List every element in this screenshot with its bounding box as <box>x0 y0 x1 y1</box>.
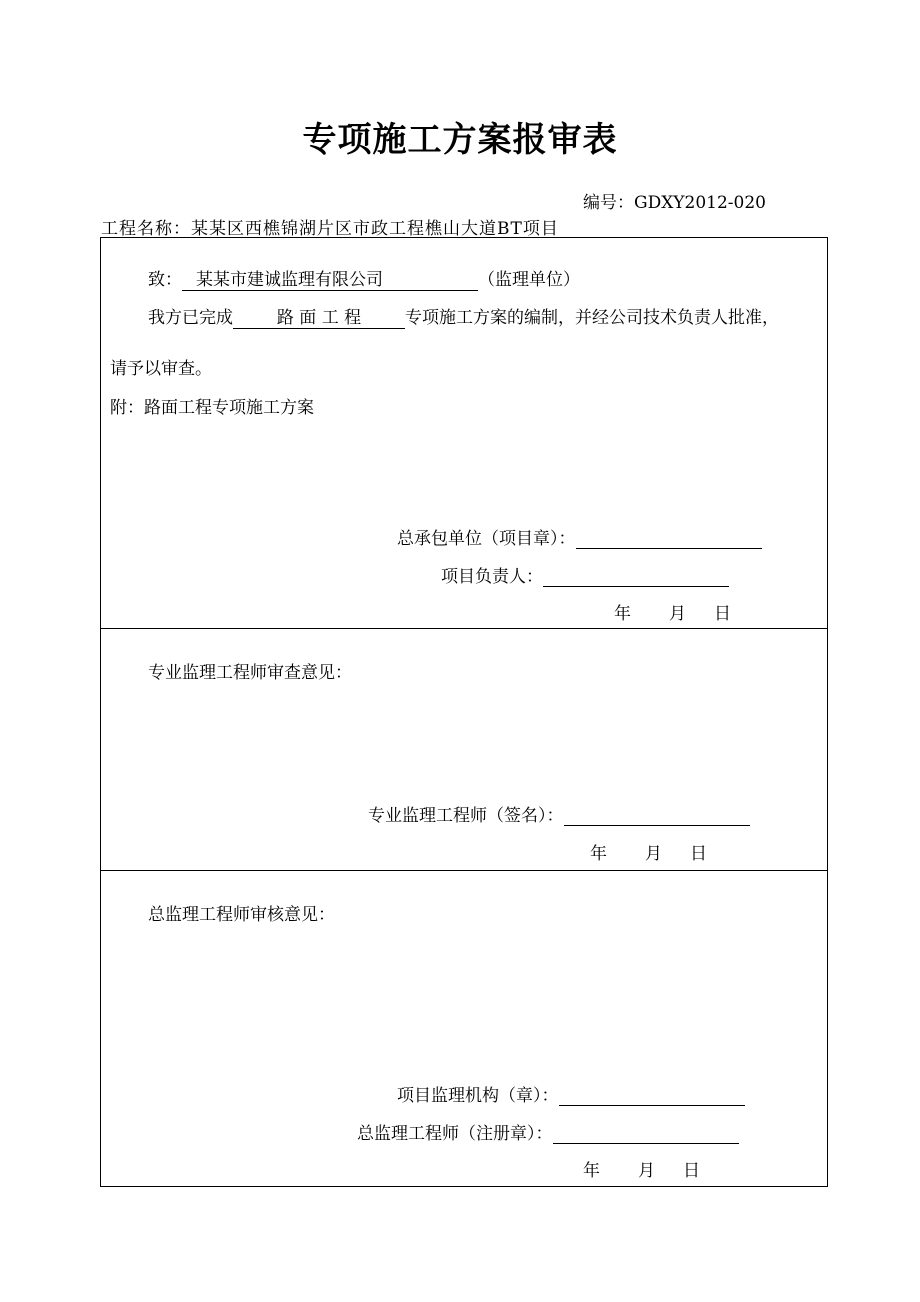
addressee-prefix: 致： <box>148 270 182 290</box>
supervisor-unit-field[interactable] <box>182 265 478 291</box>
supervision-org-label: 项目监理机构（章）： <box>397 1086 559 1106</box>
document-number: 编号：GDXY2012-020 <box>583 193 766 213</box>
chief-engineer-label: 总监理工程师（注册章）： <box>357 1124 553 1144</box>
date-day: 日 <box>690 844 707 864</box>
date-day: 日 <box>683 1161 700 1181</box>
completion-line <box>148 303 779 329</box>
addressee-line <box>148 265 580 291</box>
date-month: 月 <box>645 844 662 864</box>
chief-engineer-seal-field[interactable] <box>553 1123 739 1144</box>
date-line <box>583 1156 700 1181</box>
section-divider <box>100 628 828 629</box>
date-line <box>614 599 731 624</box>
date-line <box>590 839 707 864</box>
form-table <box>100 237 828 1187</box>
supervision-org-seal-field[interactable] <box>559 1085 745 1106</box>
date-year: 年 <box>614 604 631 624</box>
work-item-field[interactable] <box>233 303 405 329</box>
attachment-text: 附：路面工程专项施工方案 <box>110 398 314 418</box>
supervision-org-line <box>397 1081 745 1106</box>
chief-engineer-line <box>357 1119 739 1144</box>
specialist-opinion-heading: 专业监理工程师审查意见： <box>148 663 352 683</box>
section-divider <box>100 870 828 871</box>
project-name: 工程名称：某某区西樵锦湖片区市政工程樵山大道BT项目 <box>101 219 559 239</box>
request-text: 请予以审查。 <box>110 359 212 379</box>
manager-signature-field[interactable] <box>543 566 729 587</box>
date-month: 月 <box>669 604 686 624</box>
contractor-line <box>397 524 762 549</box>
page-title: 专项施工方案报审表 <box>302 120 618 160</box>
date-year: 年 <box>590 844 607 864</box>
supervisor-unit-value: 某某市建诚监理有限公司 <box>196 270 383 290</box>
date-year: 年 <box>583 1161 600 1181</box>
work-item-value: 路 面 工 程 <box>276 308 362 328</box>
specialist-signer-line <box>368 801 750 826</box>
specialist-signature-field[interactable] <box>564 805 750 826</box>
contractor-label: 总承包单位（项目章）： <box>397 529 576 549</box>
addressee-suffix: （监理单位） <box>478 270 580 290</box>
manager-label: 项目负责人： <box>441 567 543 587</box>
specialist-signer-label: 专业监理工程师（签名）： <box>368 806 564 826</box>
chief-opinion-heading: 总监理工程师审核意见： <box>148 905 335 925</box>
completion-suffix: 专项施工方案的编制，并经公司技术负责人批准， <box>405 308 779 328</box>
date-day: 日 <box>714 604 731 624</box>
date-month: 月 <box>638 1161 655 1181</box>
completion-prefix: 我方已完成 <box>148 308 233 328</box>
contractor-seal-field[interactable] <box>576 528 762 549</box>
manager-line <box>441 562 729 587</box>
